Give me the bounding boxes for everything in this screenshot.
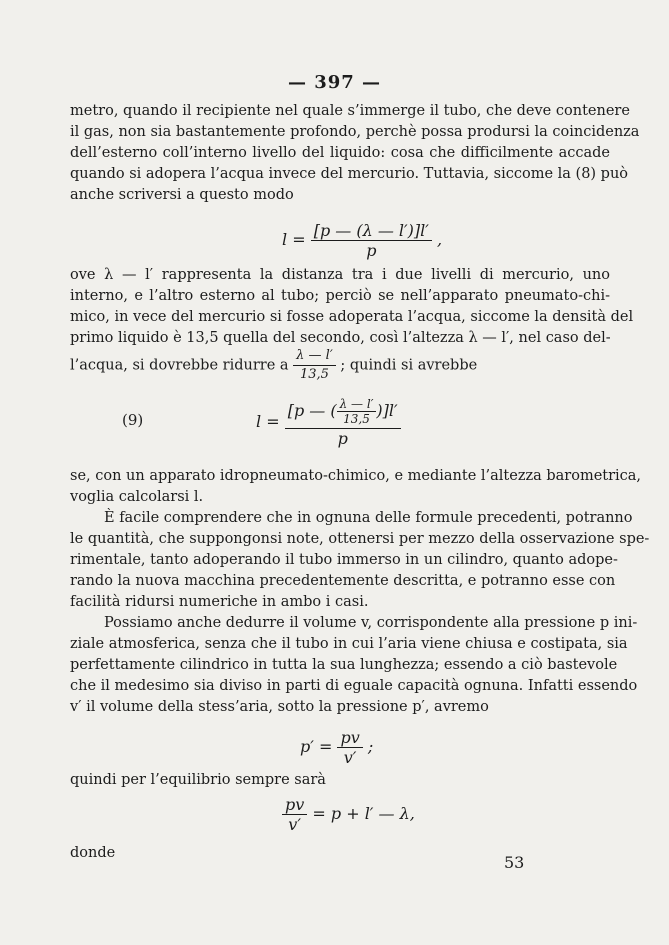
text-line: perfettamente cilindrico in tutta la sua lunghezza; essendo a ciò bastevole xyxy=(70,657,618,673)
text-span: ; quindi si avrebbe xyxy=(340,357,478,374)
equation-label: (9) xyxy=(122,411,144,429)
paragraph-5 xyxy=(70,613,638,718)
formula-4 xyxy=(282,795,415,834)
fraction-numerator: λ — l′ xyxy=(293,347,336,366)
text-line: dell’esterno coll’interno livello del liquido: cosa che difficilmente accade xyxy=(70,145,610,161)
fraction-denominator: v′ xyxy=(343,748,357,767)
formula-trail: , xyxy=(437,230,443,249)
formula-lhs: p′ xyxy=(300,737,314,756)
text-line: metro, quando il recipiente nel quale s’immerge il tubo, che deve contenere xyxy=(70,103,630,119)
text-line: È facile comprendere che in ognuna delle formule precedenti, potranno xyxy=(104,510,633,526)
fraction-denominator: v′ xyxy=(288,815,301,834)
text-line: anche scriversi a questo modo xyxy=(70,187,294,203)
formula-lhs: l xyxy=(282,230,288,249)
text-line: ziale atmosferica, senza che il tubo in cui l’aria viene chiusa e costipata, sia xyxy=(70,636,628,652)
text-line: rimentale, tanto adoperando il tubo immerso in un cilindro, quanto adope- xyxy=(70,552,618,568)
paragraph-4 xyxy=(70,508,650,613)
fraction-denominator: p xyxy=(366,241,377,260)
text-line: che il medesimo sia diviso in parti di eguale capacità ognuna. Infatti essendo xyxy=(70,678,638,694)
paragraph-1 xyxy=(70,101,640,206)
text-line: mico, in vece del mercurio si fosse adoperata l’acqua, siccome la densità del xyxy=(70,309,634,325)
fraction-numerator: pv xyxy=(337,728,362,748)
fraction xyxy=(285,397,401,448)
text-line: le quantità, che suppongonsi note, ottenersi per mezzo della osservazione spe- xyxy=(70,531,650,547)
text-line: il gas, non sia bastantemente profondo, perchè possa prodursi la coincidenza xyxy=(70,124,640,140)
fraction-denominator: p xyxy=(337,429,348,448)
paragraph-6 xyxy=(70,770,610,791)
text-line: primo liquido è 13,5 quella del secondo, così l’altezza λ — l′, nel caso del- xyxy=(70,330,611,346)
text-line: Possiamo anche dedurre il volume v, corrispondente alla pressione p ini- xyxy=(104,615,638,631)
paragraph-2-last-line xyxy=(70,347,610,384)
paragraph-2 xyxy=(70,265,634,349)
text-line: interno, e l’altro esterno al tubo; perciò se nell’apparato pneumato-chi- xyxy=(70,288,610,304)
text-line: facilità ridursi numeriche in ambo i casi. xyxy=(70,594,369,610)
fraction xyxy=(282,795,307,834)
inline-fraction xyxy=(293,347,336,384)
fraction xyxy=(337,728,362,767)
text-line: quindi per l’equilibrio sempre sarà xyxy=(70,772,326,788)
formula-trail: ; xyxy=(367,737,374,756)
page-number: 53 xyxy=(504,853,525,872)
fraction-numerator: [p — ( $\frac{\lambda — l'}{13,5}$ )]l′ xyxy=(285,397,401,429)
formula-1: l = $\frac{[p — (\lambda — l')]l'}{p}$ , xyxy=(282,221,443,260)
fraction xyxy=(311,221,432,260)
fraction-denominator: 13,5 xyxy=(299,367,329,382)
formula-lhs: l xyxy=(256,412,262,431)
text-line: ove λ — l′ rappresenta la distanza tra i due livelli di mercurio, uno xyxy=(70,267,610,283)
fraction-numerator: pv xyxy=(282,795,307,815)
inner-fraction: $\frac{\lambda — l'}{13,5}$ xyxy=(337,397,377,426)
formula-2: l = [p — ( $\frac{\lambda — l'}{13,5}$ )]l′ p xyxy=(256,397,401,448)
page-title: — 397 — xyxy=(287,72,382,93)
formula-3: p′ = $\frac{pv}{v'}$ ; xyxy=(300,728,374,767)
fraction-numerator: [p — (λ — l′)]l′ xyxy=(311,221,432,241)
text-line: v′ il volume della stess’aria, sotto la pressione p′, avremo xyxy=(70,699,489,715)
text-line: donde xyxy=(70,845,116,861)
paragraph-7 xyxy=(70,843,610,864)
paragraph-3 xyxy=(70,466,642,508)
text-line: quando si adopera l’acqua invece del mercurio. Tuttavia, siccome la (8) può xyxy=(70,166,629,182)
text-span: l’acqua, si dovrebbe ridurre a xyxy=(70,357,289,374)
text-line: voglia calcolarsi l. xyxy=(70,489,204,505)
text-line: se, con un apparato idropneumato-chimico, e mediante l’altezza barometrica, xyxy=(70,468,642,484)
formula-rhs: = p + l′ — λ, xyxy=(312,804,415,823)
text-line: rando la nuova macchina precedentemente descritta, e potranno esse con xyxy=(70,573,616,589)
